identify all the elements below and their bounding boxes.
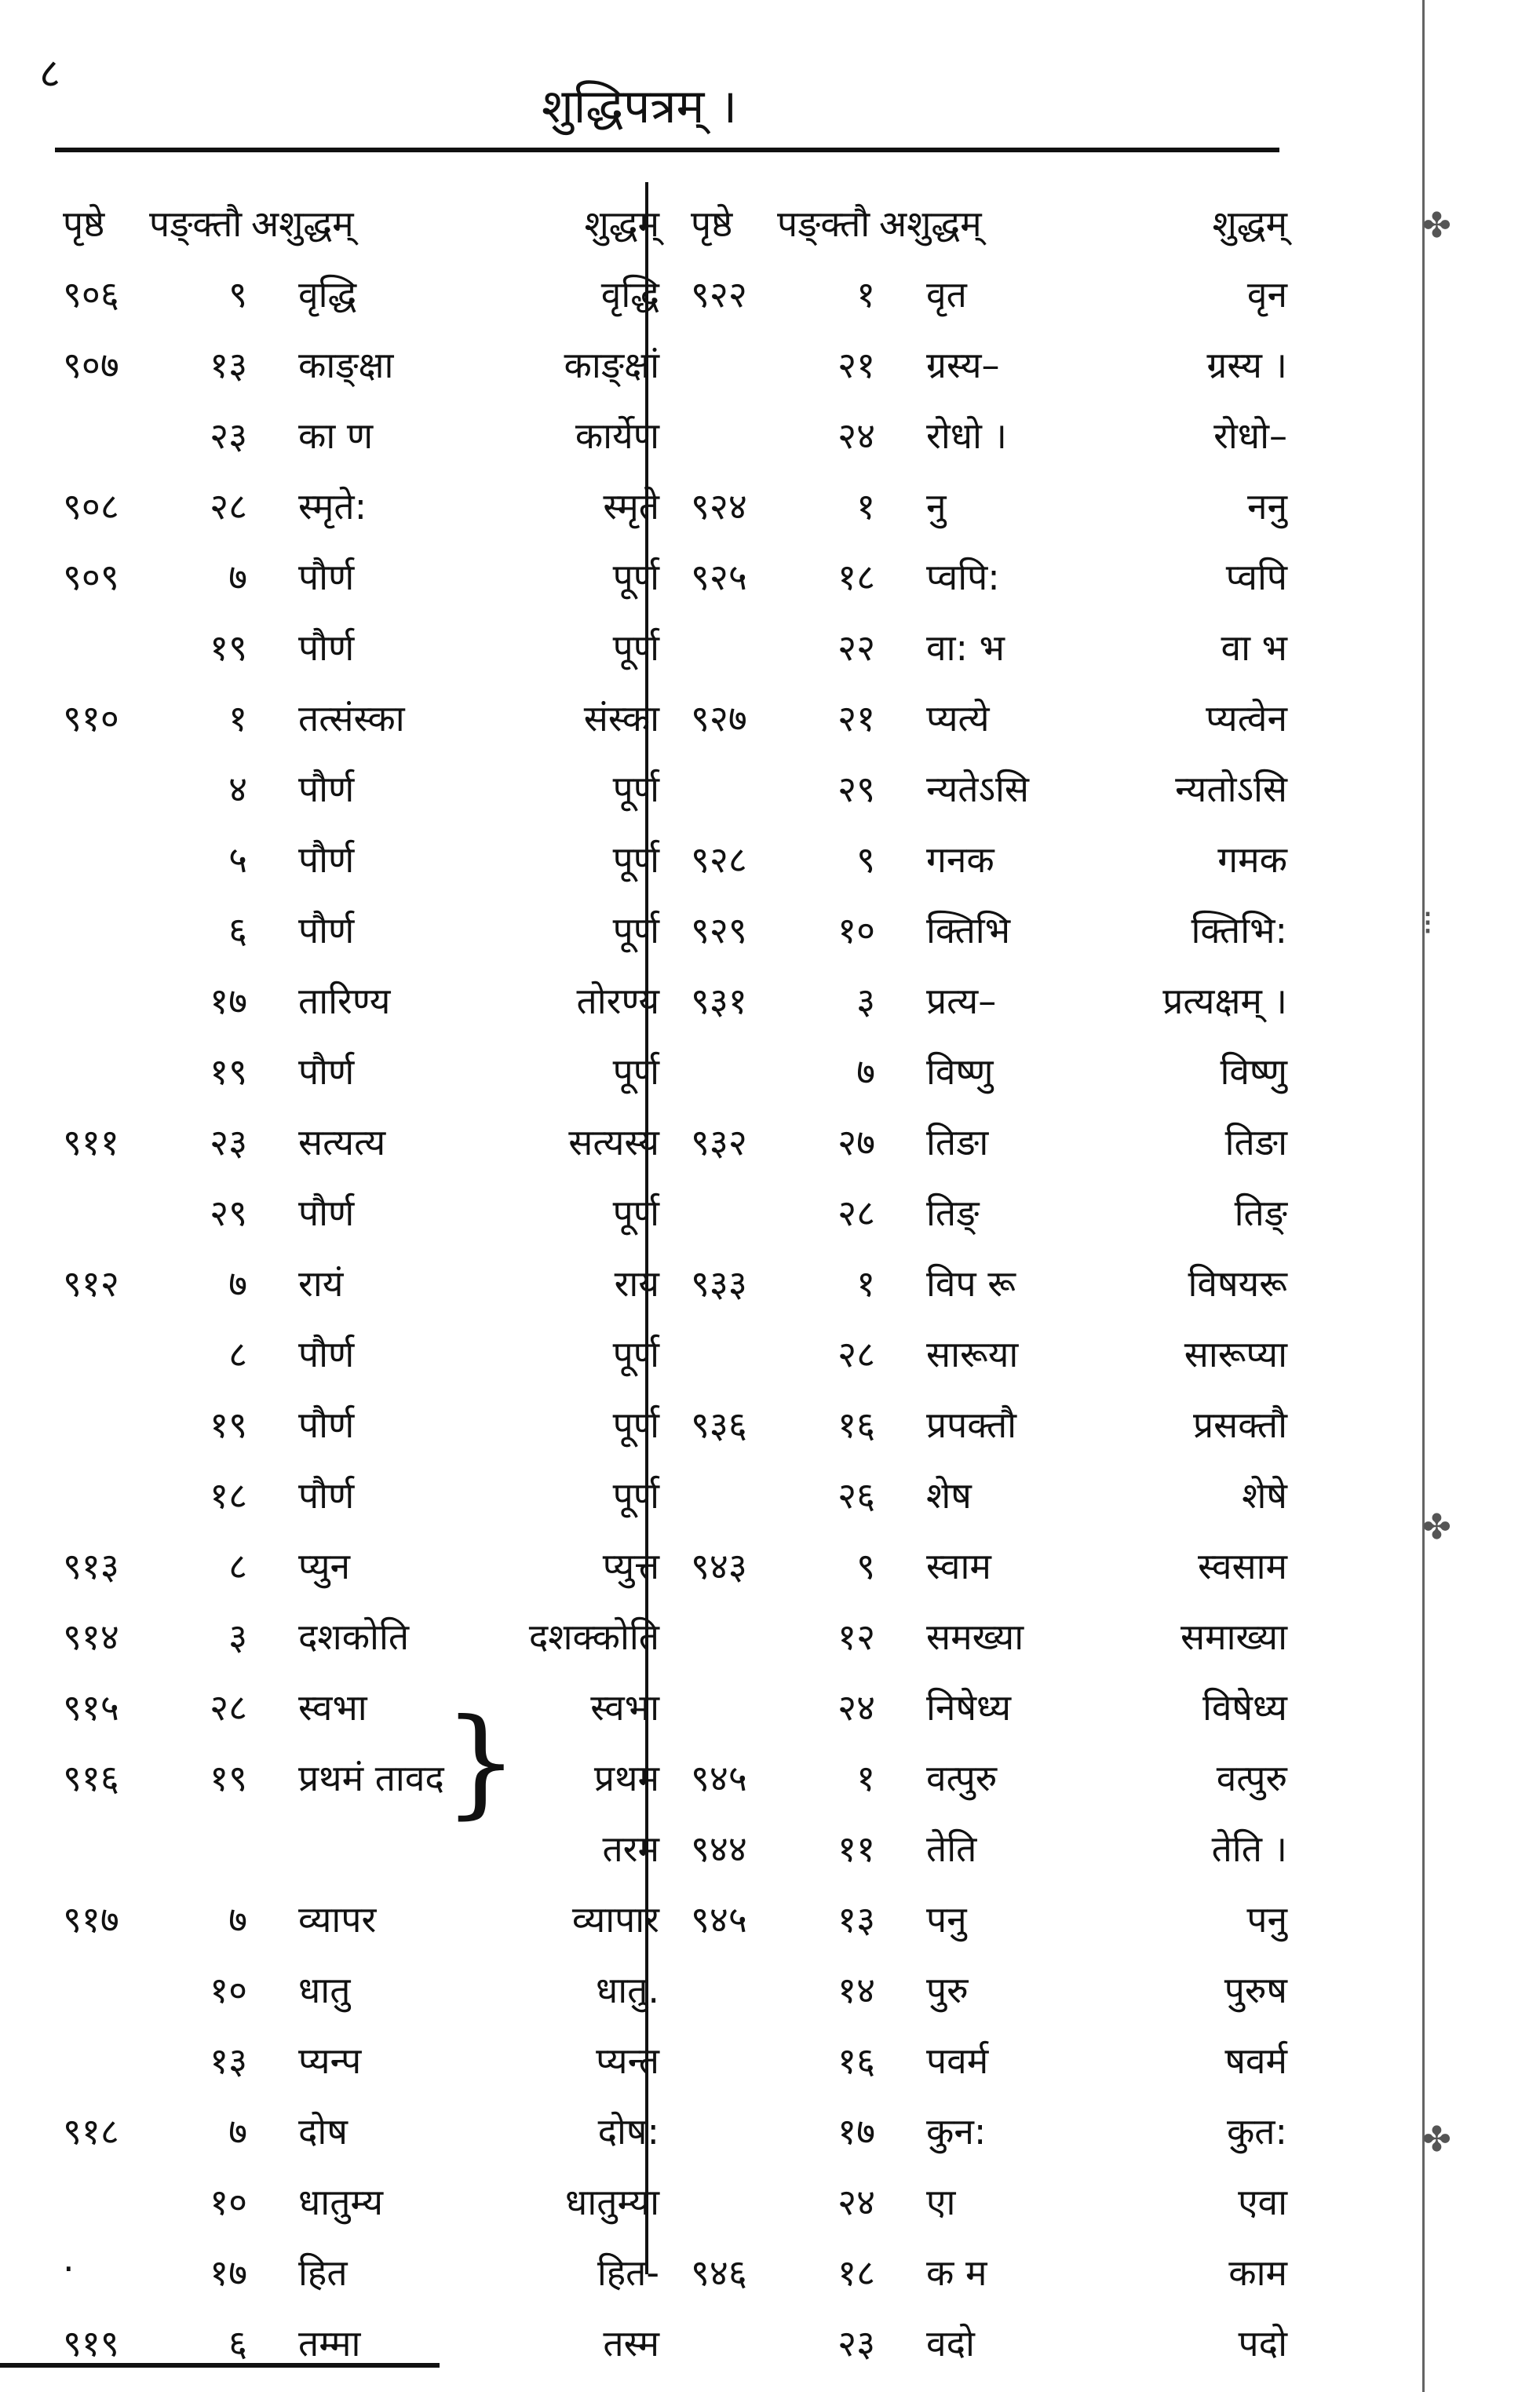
line-cell: २४	[838, 2181, 875, 2223]
line-cell: २७	[838, 1121, 875, 1163]
page-cell: ९०८	[63, 485, 119, 528]
errata-row	[63, 467, 659, 538]
page-cell: ९१७	[63, 1898, 119, 1941]
errata-row	[63, 326, 659, 396]
page-cell: ९१४	[63, 1616, 119, 1658]
correct-cell: प्यत्वेन	[1206, 697, 1287, 740]
incorrect-cell: प्रथमं तावद	[298, 1757, 444, 1799]
incorrect-cell: तिङा	[926, 1121, 989, 1163]
correct-cell: षवर्म	[1224, 2040, 1287, 2082]
errata-row	[691, 1103, 1287, 1174]
errata-row	[691, 750, 1287, 820]
errata-row	[63, 1244, 659, 1315]
line-cell: १९	[210, 626, 247, 669]
correct-cell: तोरण्य	[576, 980, 659, 1022]
errata-row	[691, 538, 1287, 608]
page-cell: ९२५	[691, 556, 747, 598]
page-number: ८	[39, 50, 61, 97]
incorrect-cell: समख्या	[926, 1616, 1024, 1658]
line-cell: १	[228, 697, 247, 740]
line-cell: २३	[838, 2322, 875, 2365]
errata-row	[691, 608, 1287, 679]
errata-row	[691, 1244, 1287, 1315]
errata-row	[63, 1951, 659, 2021]
correct-cell: प्यन्त	[596, 2040, 659, 2082]
incorrect-cell: पौर्ण	[298, 1050, 355, 1093]
line-cell: ५	[228, 838, 247, 881]
errata-row	[691, 467, 1287, 538]
correct-cell: धातु.	[595, 1969, 659, 2011]
line-cell: ८	[228, 1333, 247, 1375]
incorrect-cell: दोष	[298, 2110, 348, 2153]
correct-cell: क्तिभि:	[1191, 909, 1287, 951]
incorrect-cell: तारिण्य	[298, 980, 391, 1022]
correct-cell: प्रत्यक्षम् ।	[1162, 980, 1287, 1022]
line-cell: १३	[210, 2040, 247, 2082]
correct-cell: प्वपि	[1225, 556, 1287, 598]
page-title: शुद्धिपत्रम् ।	[542, 79, 738, 134]
incorrect-cell: पौर्ण	[298, 1404, 355, 1446]
errata-row	[691, 1456, 1287, 1527]
errata-row	[691, 1951, 1287, 2021]
correct-cell: प्रसक्तौ	[1192, 1404, 1287, 1446]
incorrect-cell: वदो	[926, 2322, 975, 2365]
incorrect-cell: प्यन्प	[298, 2040, 362, 2082]
page-cell: ९४३	[691, 1545, 747, 1587]
correct-cell: पनु	[1246, 1898, 1287, 1941]
errata-row	[63, 608, 659, 679]
line-cell: ९	[856, 838, 875, 881]
errata-row	[63, 750, 659, 820]
errata-row	[63, 538, 659, 608]
page-cell: ९३२	[691, 1121, 747, 1163]
correct-cell: पूर्ण	[612, 768, 659, 810]
incorrect-cell: पौर्ण	[298, 1474, 355, 1517]
incorrect-cell: प्युन	[298, 1545, 351, 1587]
errata-row	[63, 820, 659, 891]
errata-row	[63, 1527, 659, 1598]
incorrect-cell: पुरु	[926, 1969, 969, 2011]
line-cell: ६	[228, 2322, 247, 2365]
line-cell: १	[856, 273, 875, 316]
correct-cell: पूर्ण	[612, 1474, 659, 1517]
incorrect-cell: सत्यत्य	[298, 1121, 386, 1163]
correct-cell: काम	[1228, 2251, 1287, 2294]
errata-row	[63, 2233, 659, 2304]
incorrect-cell: विप रू	[926, 1262, 1016, 1305]
line-cell: ११	[838, 1828, 875, 1870]
page-cell: ९१५	[63, 1686, 119, 1729]
errata-row	[63, 1598, 659, 1668]
curly-brace: }	[443, 1694, 519, 1831]
correct-cell: हित-	[597, 2251, 659, 2294]
page-cell: ९४४	[691, 1828, 747, 1870]
correct-cell: स्वसाम	[1198, 1545, 1287, 1587]
correct-cell: पूर्ण	[612, 556, 659, 598]
errata-row	[691, 2163, 1287, 2233]
line-cell: २२	[838, 626, 875, 669]
incorrect-cell: पनु	[926, 1898, 967, 1941]
incorrect-cell: तत्संस्का	[298, 697, 405, 740]
line-cell: २३	[210, 414, 247, 457]
correct-cell: तिङा	[1224, 1121, 1287, 1163]
errata-row	[691, 1668, 1287, 1739]
line-cell: ९	[228, 273, 247, 316]
errata-row	[63, 1174, 659, 1244]
page-cell: ९१८	[63, 2110, 119, 2153]
line-cell: २८	[838, 1333, 875, 1375]
incorrect-cell: वत्पुरु	[926, 1757, 998, 1799]
errata-row	[691, 1527, 1287, 1598]
errata-row	[691, 396, 1287, 467]
header-line: पङ्क्तौ	[149, 203, 243, 245]
line-cell: ७	[228, 1262, 247, 1305]
errata-row	[691, 255, 1287, 326]
incorrect-cell: रोधो ।	[926, 414, 1007, 457]
incorrect-cell: वा: भ	[926, 626, 1005, 669]
correct-cell: तरम	[602, 1828, 659, 1870]
line-cell: १	[856, 1262, 875, 1305]
errata-row	[63, 2304, 659, 2375]
incorrect-cell: पौर्ण	[298, 1333, 355, 1375]
incorrect-cell: तिङ्	[926, 1192, 980, 1234]
line-cell: १९	[210, 1757, 247, 1799]
incorrect-cell: काङ्क्षा	[298, 344, 394, 386]
errata-row	[691, 1386, 1287, 1456]
correct-cell: तिङ्	[1234, 1192, 1287, 1234]
errata-left-column	[63, 184, 659, 2375]
line-cell: ८	[228, 1545, 247, 1587]
incorrect-cell: शेष	[926, 1474, 972, 1517]
incorrect-cell: नु	[926, 485, 947, 528]
incorrect-cell: व्यापर	[298, 1898, 377, 1941]
page-cell: ९१३	[63, 1545, 119, 1587]
correct-cell: गमक	[1217, 838, 1287, 881]
correct-cell: कार्येण	[575, 414, 659, 457]
line-cell: १	[856, 1757, 875, 1799]
errata-row	[691, 2304, 1287, 2375]
errata-row	[691, 2021, 1287, 2092]
incorrect-cell: कुन:	[926, 2110, 987, 2153]
line-cell: १४	[838, 1969, 875, 2011]
errata-row	[63, 396, 659, 467]
incorrect-cell: ग्रस्य–	[926, 344, 1000, 386]
page-cell: ९१६	[63, 1757, 119, 1799]
header-incorrect: अशुद्धम्	[879, 203, 982, 245]
correct-cell: राय	[614, 1262, 659, 1305]
errata-row	[63, 891, 659, 962]
correct-cell: शेषे	[1242, 1474, 1287, 1517]
errata-row	[691, 1810, 1287, 1880]
incorrect-cell: पौर्ण	[298, 909, 355, 951]
errata-row	[63, 1315, 659, 1386]
correct-cell: प्रथम	[593, 1757, 659, 1799]
errata-row	[63, 255, 659, 326]
correct-cell: संस्का	[583, 697, 659, 740]
line-cell: ३	[228, 1616, 247, 1658]
header-correct: शुद्धम्	[584, 203, 659, 245]
correct-cell: वा भ	[1221, 626, 1287, 669]
column-header	[63, 184, 659, 255]
page-cell: ·	[63, 2248, 75, 2290]
header-page: पृष्ठे	[691, 203, 733, 245]
correct-cell: न्यतोऽसि	[1175, 768, 1287, 810]
page-cell: ९१०	[63, 697, 119, 740]
incorrect-cell: गनक	[926, 838, 994, 881]
line-cell: २८	[210, 485, 247, 528]
incorrect-cell: प्यत्ये	[926, 697, 990, 740]
correct-cell: दशक्कोति	[528, 1616, 659, 1658]
line-cell: २१	[838, 697, 875, 740]
correct-cell: पूर्ण	[612, 626, 659, 669]
incorrect-cell: प्वपि:	[926, 556, 1000, 598]
errata-row	[63, 679, 659, 750]
page-cell: ९३१	[691, 980, 747, 1022]
incorrect-cell: पौर्ण	[298, 626, 355, 669]
line-cell: ६	[228, 909, 247, 951]
incorrect-cell: प्रत्य–	[926, 980, 997, 1022]
correct-cell: व्यापार	[571, 1898, 659, 1941]
incorrect-cell: न्यतेऽसि	[926, 768, 1029, 810]
errata-row	[63, 2021, 659, 2092]
line-cell: १८	[210, 1474, 247, 1517]
errata-row	[691, 1174, 1287, 1244]
page-cell: ९४५	[691, 1757, 747, 1799]
errata-row	[63, 1103, 659, 1174]
correct-cell: पूर्ण	[612, 1192, 659, 1234]
page-cell: ९०६	[63, 273, 119, 316]
line-cell: १७	[210, 2251, 247, 2294]
header-line: पङ्क्तौ	[777, 203, 870, 245]
line-cell: १७	[838, 2110, 875, 2153]
line-cell: १८	[838, 2251, 875, 2294]
incorrect-cell: पवर्म	[926, 2040, 989, 2082]
line-cell: २८	[838, 1192, 875, 1234]
incorrect-cell: तेति	[926, 1828, 977, 1870]
line-cell: ७	[228, 1898, 247, 1941]
errata-row	[63, 1456, 659, 1527]
header-incorrect: अशुद्धम्	[251, 203, 354, 245]
errata-row	[691, 2233, 1287, 2304]
page-cell: ९१९	[63, 2322, 119, 2365]
incorrect-cell: रायं	[298, 1262, 344, 1305]
incorrect-cell: सारूया	[926, 1333, 1019, 1375]
errata-row	[63, 2163, 659, 2233]
correct-cell: पूर्ण	[612, 838, 659, 881]
incorrect-cell: पौर्ण	[298, 838, 355, 881]
incorrect-cell: पौर्ण	[298, 768, 355, 810]
correct-cell: वृन	[1246, 273, 1287, 316]
errata-row	[691, 1598, 1287, 1668]
page-cell: ९२८	[691, 838, 747, 881]
incorrect-cell: स्वभा	[298, 1686, 367, 1729]
correct-cell: धातुम्या	[565, 2181, 659, 2223]
line-cell: ७	[228, 556, 247, 598]
incorrect-cell: पौर्ण	[298, 556, 355, 598]
incorrect-cell: का ण	[298, 414, 374, 457]
correct-cell: पूर्ण	[612, 1404, 659, 1446]
correct-cell: एवा	[1238, 2181, 1287, 2223]
page-cell: ९३६	[691, 1404, 747, 1446]
correct-cell: स्मृते	[603, 485, 659, 528]
incorrect-cell: निषेध्य	[926, 1686, 1012, 1729]
correct-cell: विषयरू	[1188, 1262, 1287, 1305]
header-page: पृष्ठे	[63, 203, 105, 245]
errata-row	[63, 962, 659, 1032]
errata-row	[691, 326, 1287, 396]
line-cell: १८	[838, 556, 875, 598]
correct-cell: सारूप्या	[1184, 1333, 1287, 1375]
errata-row	[691, 1739, 1287, 1810]
incorrect-cell: क्तिभि	[926, 909, 1011, 951]
line-cell: २४	[838, 1686, 875, 1729]
page-cell: ९२४	[691, 485, 747, 528]
line-cell: १०	[838, 909, 875, 951]
errata-row	[691, 1880, 1287, 1951]
line-cell: १६	[838, 2040, 875, 2082]
correct-cell: कुत:	[1226, 2110, 1287, 2153]
errata-row	[691, 679, 1287, 750]
incorrect-cell: तम्मा	[298, 2322, 361, 2365]
line-cell: १९	[210, 1050, 247, 1093]
incorrect-cell: पौर्ण	[298, 1192, 355, 1234]
binding-edge	[1422, 0, 1425, 2392]
line-cell: १७	[210, 980, 247, 1022]
line-cell: १२	[838, 1616, 875, 1658]
line-cell: १	[856, 485, 875, 528]
errata-row	[63, 1032, 659, 1103]
correct-cell: प्युत्त	[602, 1545, 659, 1587]
line-cell: ४	[228, 768, 247, 810]
page-cell: ९२२	[691, 273, 747, 316]
header-rule	[55, 148, 1279, 152]
errata-right-column	[691, 184, 1287, 2375]
correct-cell: वत्पुरु	[1216, 1757, 1287, 1799]
correct-cell: समाख्या	[1180, 1616, 1287, 1658]
page-cell: ९११	[63, 1121, 119, 1163]
errata-row	[691, 891, 1287, 962]
errata-row	[691, 2092, 1287, 2163]
correct-cell: ननु	[1246, 485, 1287, 528]
correct-cell: दोष:	[597, 2110, 659, 2153]
line-cell: १६	[838, 1404, 875, 1446]
correct-cell: रोधो–	[1213, 414, 1287, 457]
page-cell: ९०९	[63, 556, 119, 598]
errata-row	[63, 2092, 659, 2163]
line-cell: २३	[210, 1121, 247, 1163]
line-cell: १०	[210, 1969, 247, 2011]
correct-cell: पुरुष	[1224, 1969, 1287, 2011]
errata-row	[63, 1880, 659, 1951]
line-cell: १३	[838, 1898, 875, 1941]
correct-cell: तस्म	[603, 2322, 659, 2365]
page-cell: ९१२	[63, 1262, 119, 1305]
errata-left-rows	[63, 255, 659, 2375]
correct-cell: तेति ।	[1211, 1828, 1287, 1870]
line-cell: ७	[228, 2110, 247, 2153]
errata-row	[63, 1739, 659, 1810]
column-header	[691, 184, 1287, 255]
incorrect-cell: वृत	[926, 273, 967, 316]
line-cell: २८	[210, 1686, 247, 1729]
incorrect-cell: प्रपक्तौ	[926, 1404, 1017, 1446]
errata-row	[691, 962, 1287, 1032]
line-cell: २६	[838, 1474, 875, 1517]
page-cell: ९०७	[63, 344, 119, 386]
page-cell: ९३३	[691, 1262, 747, 1305]
correct-cell: पूर्ण	[612, 909, 659, 951]
line-cell: ३	[856, 980, 875, 1022]
line-cell: १०	[210, 2181, 247, 2223]
correct-cell: सत्यस्य	[568, 1121, 659, 1163]
correct-cell: विष्णु	[1220, 1050, 1287, 1093]
incorrect-cell: धातुम्य	[298, 2181, 384, 2223]
errata-row	[63, 1668, 659, 1739]
incorrect-cell: स्वाम	[926, 1545, 991, 1587]
line-cell: २९	[838, 768, 875, 810]
header-correct: शुद्धम्	[1212, 203, 1287, 245]
errata-row	[691, 1315, 1287, 1386]
line-cell: १९	[210, 1404, 247, 1446]
line-cell: ७	[856, 1050, 875, 1093]
errata-row	[691, 820, 1287, 891]
incorrect-cell: वृद्धि	[298, 273, 357, 316]
page-cell: ९४६	[691, 2251, 747, 2294]
incorrect-cell: हित	[298, 2251, 348, 2294]
correct-cell: काङ्क्षां	[564, 344, 659, 386]
correct-cell: पूर्ण	[612, 1333, 659, 1375]
incorrect-cell: दशकोति	[298, 1616, 410, 1658]
incorrect-cell: एा	[926, 2181, 956, 2223]
correct-cell: विषेध्य	[1202, 1686, 1287, 1729]
incorrect-cell: विष्णु	[926, 1050, 994, 1093]
line-cell: १३	[210, 344, 247, 386]
errata-row	[63, 1386, 659, 1456]
page-cell: ९४५	[691, 1898, 747, 1941]
page-cell: ९२९	[691, 909, 747, 951]
correct-cell: वृद्धि	[600, 273, 659, 316]
line-cell: २१	[838, 344, 875, 386]
errata-row	[63, 1810, 659, 1880]
correct-cell: पूर्ण	[612, 1050, 659, 1093]
line-cell: ९	[856, 1545, 875, 1587]
incorrect-cell: धातु	[298, 1969, 351, 2011]
line-cell: २४	[838, 414, 875, 457]
incorrect-cell: क म	[926, 2251, 987, 2294]
errata-right-rows	[691, 255, 1287, 2375]
page-cell: ९२७	[691, 697, 747, 740]
line-cell: २९	[210, 1192, 247, 1234]
incorrect-cell: स्मृते:	[298, 485, 367, 528]
correct-cell: ग्रस्य ।	[1206, 344, 1287, 386]
errata-row	[691, 1032, 1287, 1103]
correct-cell: पदो	[1238, 2322, 1287, 2365]
correct-cell: स्वभा	[590, 1686, 659, 1729]
